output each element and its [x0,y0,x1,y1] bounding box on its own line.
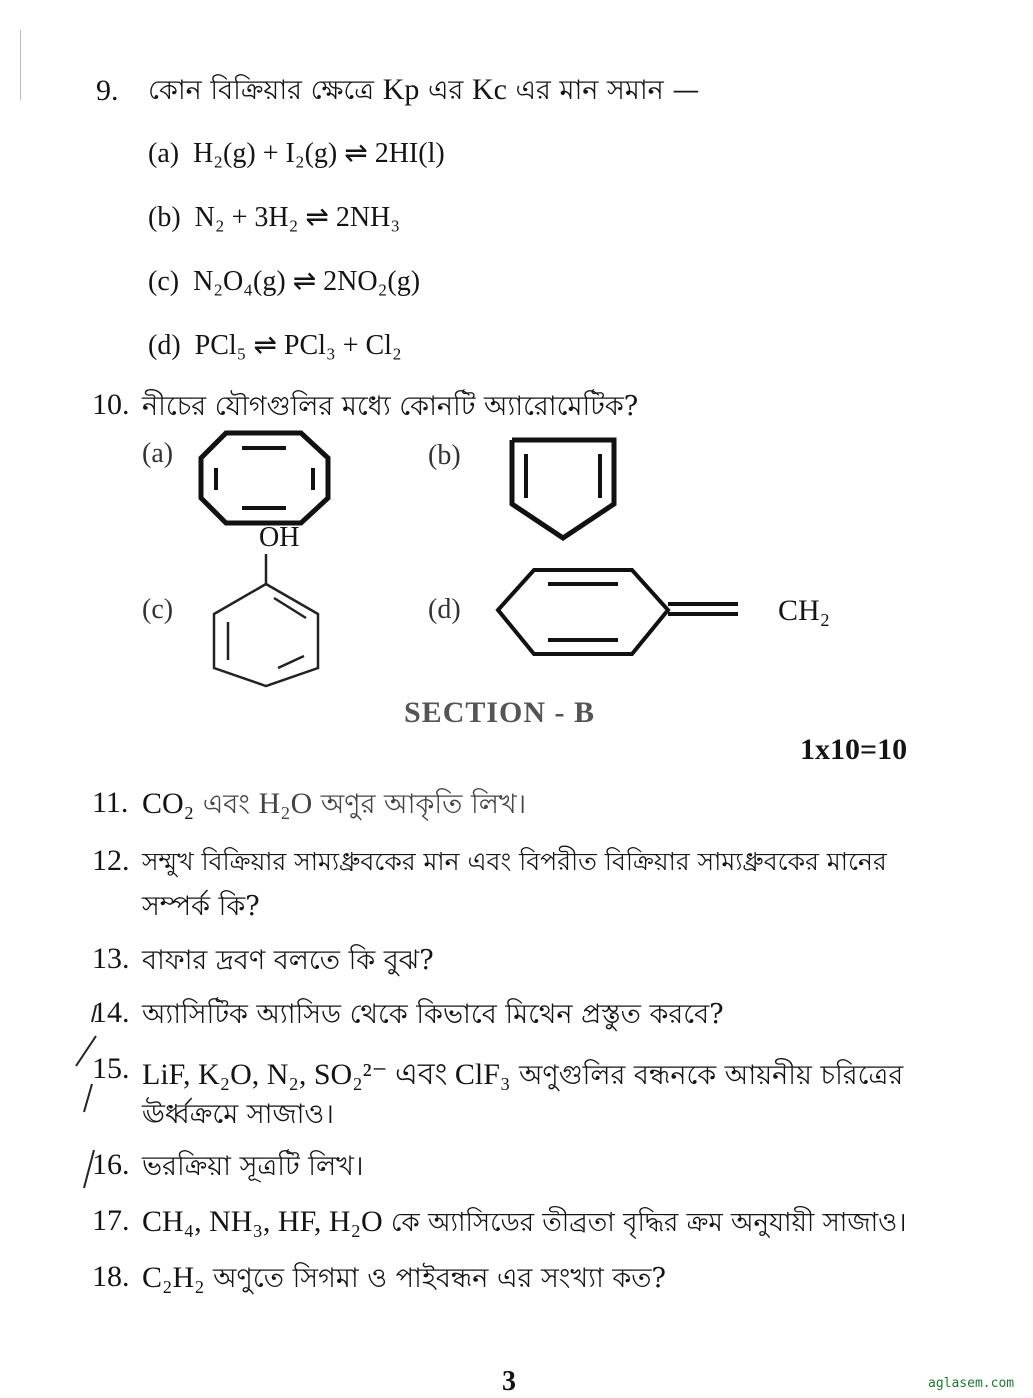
q17-text [142,1202,907,1246]
q9-text-post: এর মান সমান — [506,75,700,106]
q18-text-rest: অণুতে সিগমা ও পাইবন্ধন এর সংখ্যা কত? [204,1263,667,1294]
q10-number: 10. [92,388,130,421]
q12-number: 12. [92,844,130,877]
q10-label-b: (b) [428,440,461,471]
q9-option-b [148,200,400,234]
q13-text: বাফার দ্রবণ বলতে কি বুঝ? [142,945,434,976]
q9-option-d [148,328,402,362]
q11-text [142,784,526,829]
q9-text-pre: কোন বিক্রিয়ার ক্ষেত্রে [148,75,383,106]
q15-number: 15. [92,1052,130,1085]
phenol-oh-label: OH [259,522,300,553]
q9-option-c [148,264,420,298]
page-number: 3 [502,1366,516,1397]
equilibrium-arrow-icon: ⇌ [305,202,329,233]
q11-co2: CO₂ [142,787,195,820]
q17-formulas: CH₄, NH₃, HF, H₂O [142,1205,383,1238]
q14-number: 14. [92,996,130,1029]
q13-number: 13. [92,942,130,975]
q15-line2: ঊর্ধ্বক্রমে সাজাও। [142,1099,334,1130]
q9-kc: Kc [471,73,507,106]
q12-line2: সম্পর্ক কি? [142,891,260,922]
q16-text: ভরক্রিয়া সূত্রটি লিখ। [142,1151,364,1182]
q10-label-a: (a) [142,438,174,469]
equilibrium-arrow-icon: ⇌ [253,330,277,361]
q11-and: এবং [194,789,259,820]
q9-option-label: (d) [148,330,181,361]
scan-margin-line [20,30,21,100]
phenol-structure [206,552,326,688]
q9-option-rhs: 2HI(l) [374,138,445,169]
q11-rest: অণুর আকৃতি লিখ। [312,789,527,820]
q17-text-rest: কে অ্যাসিডের তীব্রতা বৃদ্ধির ক্রম অনুযায়ী সাজাও। [382,1208,907,1238]
q9-option-lhs: PCl₅ [194,330,247,361]
q9-option-lhs: H₂(g) + I₂(g) [193,138,338,169]
q17-number: 17. [92,1204,130,1237]
q9-text [148,70,699,115]
q9-option-a [148,136,445,170]
q18-number: 18. [92,1260,130,1293]
q9-option-label: (a) [148,138,180,169]
q18-text [142,1258,666,1303]
section-title: SECTION - B [404,696,596,729]
q15-text-rest: অণুগুলির বন্ধনকে আয়নীয় চরিত্রের [510,1060,904,1091]
q9-option-rhs: PCl₃ + Cl₂ [283,330,402,361]
q9-option-label: (b) [148,202,181,233]
q9-option-rhs: 2NO₂(g) [323,266,421,297]
q9-text-mid: এর [419,75,472,106]
q16-number: 16. [92,1148,130,1181]
methylenecyclohexadiene-structure [492,564,742,660]
equilibrium-arrow-icon: ⇌ [292,266,317,297]
q9-number: 9. [96,74,119,107]
ch2-label: CH₂ [778,594,831,627]
q15-formulas: LiF, K₂O, N₂, SO₂²⁻ এবং ClF₃ [142,1058,511,1091]
section-marks: 1x10=10 [800,733,908,766]
q10-label-d: (d) [428,594,461,625]
q14-text: অ্যাসিটিক অ্যাসিড থেকে কিভাবে মিথেন প্রস্তুত করবে? [142,999,724,1030]
q9-option-rhs: 2NH₃ [335,202,401,233]
q9-option-lhs: N₂O₄(g) [193,266,286,297]
cyclopentadiene-structure [504,432,622,544]
q12-line1: সম্মুখ বিক্রিয়ার সাম্যধ্রুবকের মান এবং বিপরীত বিক্রিয়ার সাম্যধ্রুবকের মানের [142,847,887,876]
q11-number: 11. [92,786,129,819]
q10-label-c: (c) [142,594,174,625]
watermark: aglasem.com [928,1376,1015,1391]
q9-kp: Kp [382,73,420,106]
q9-option-label: (c) [148,266,180,297]
q18-formula: C₂H₂ [142,1261,205,1294]
q11-h2o: H₂O [258,787,313,820]
cyclooctatetraene-structure [196,428,336,528]
q9-option-lhs: N₂ + 3H₂ [194,202,299,233]
equilibrium-arrow-icon: ⇌ [344,138,368,169]
pen-marks [70,1000,130,1200]
q10-text: নীচের যৌগগুলির মধ্যে কোনটি অ্যারোমেটিক? [142,391,639,422]
